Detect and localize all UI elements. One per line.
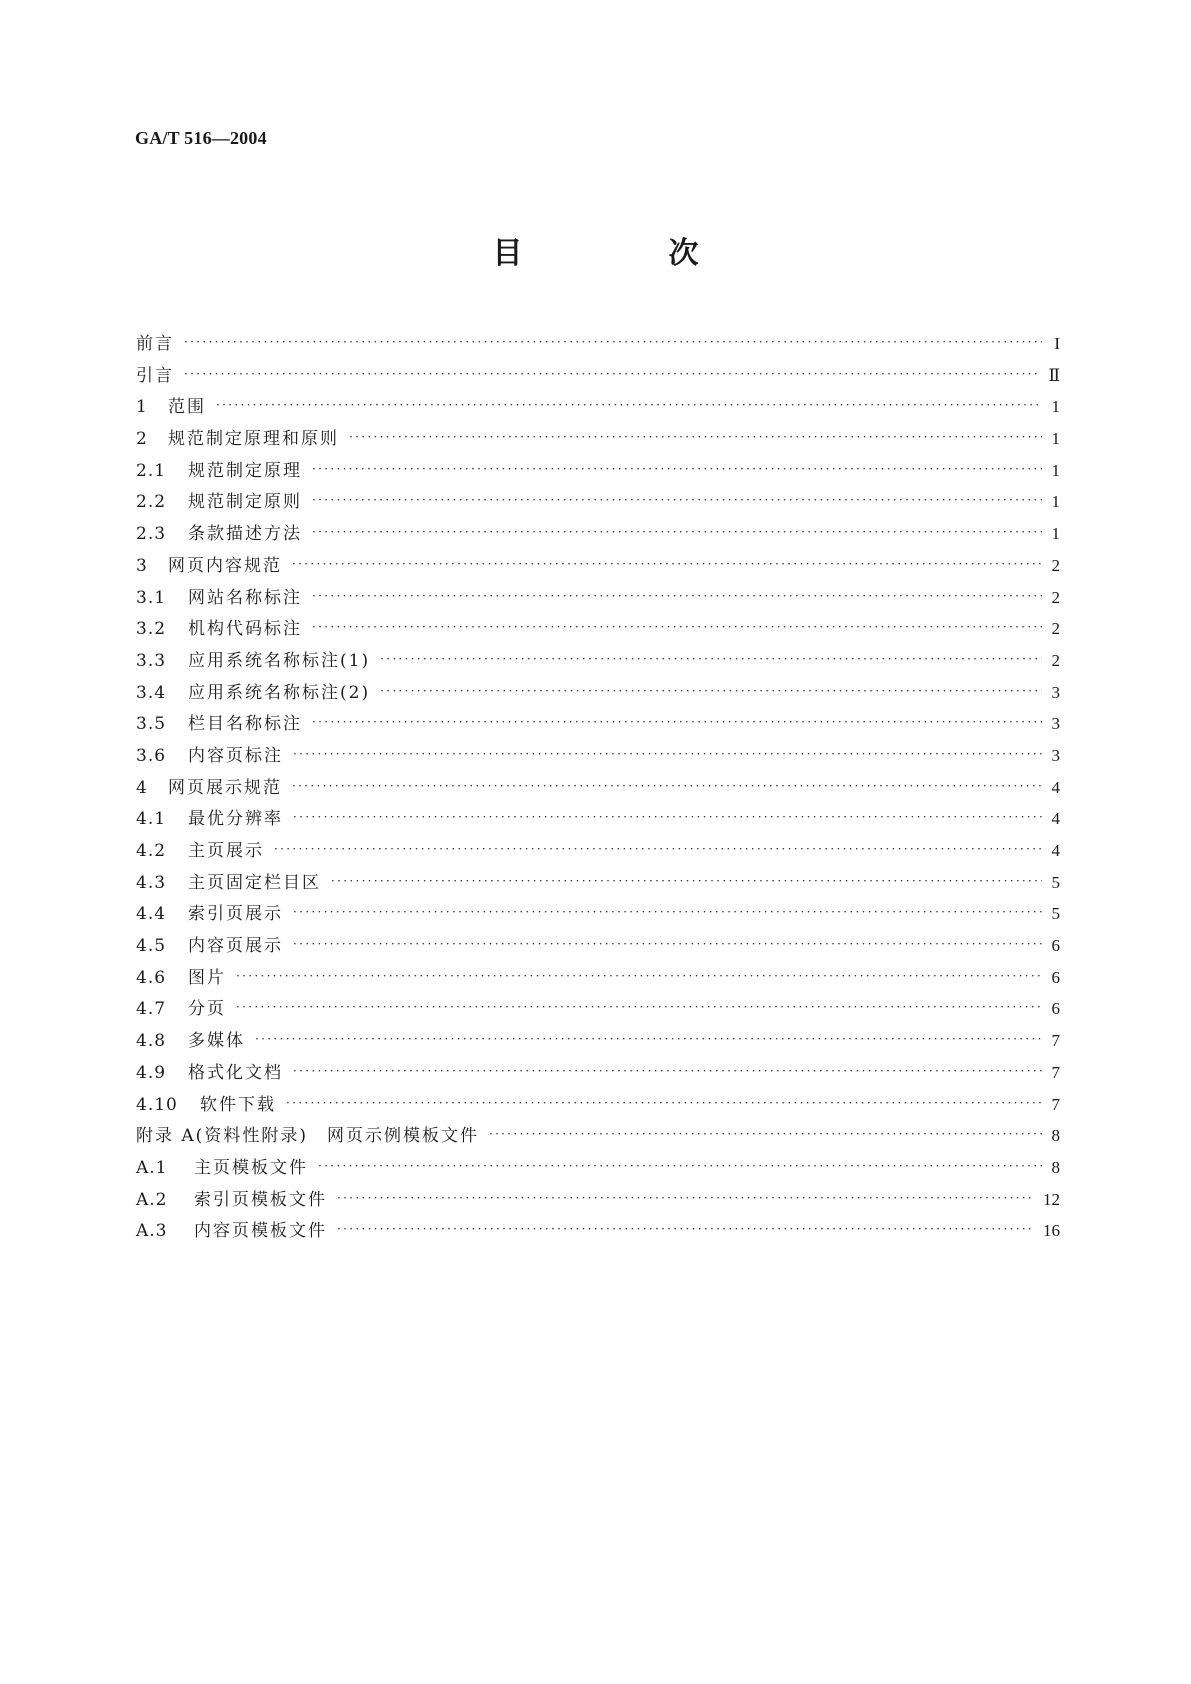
toc-entry[interactable] — [136, 836, 1060, 868]
toc-entry-page: 2 — [1051, 555, 1060, 575]
toc-entry-number: 4.9 — [136, 1062, 167, 1083]
toc-entry[interactable] — [136, 899, 1060, 931]
toc-dot-leader — [216, 398, 1042, 412]
toc-entry-page: 6 — [1051, 999, 1060, 1019]
toc-entry-page: 1 — [1051, 492, 1060, 512]
toc-entry-title: 主页展示 — [188, 841, 264, 861]
toc-entry-number: 2.2 — [136, 492, 167, 513]
toc-entry-page: 7 — [1051, 1094, 1060, 1114]
toc-entry-number: 2.1 — [136, 460, 167, 481]
toc-dot-leader — [293, 905, 1042, 919]
toc-entry-number: 4.1 — [136, 809, 167, 830]
toc-entry-number: 3.1 — [136, 587, 167, 608]
toc-entry[interactable] — [136, 1185, 1060, 1217]
toc-entry[interactable] — [136, 931, 1060, 963]
toc-entry[interactable] — [136, 1090, 1060, 1122]
toc-entry-page: 5 — [1051, 904, 1060, 924]
toc-dot-leader — [292, 557, 1042, 571]
toc-entry-page: 3 — [1051, 682, 1060, 702]
toc-entry-page: 7 — [1051, 1062, 1060, 1082]
toc-entry-page: 1 — [1051, 460, 1060, 480]
toc-entry-page: 2 — [1051, 587, 1060, 607]
toc-entry-title: 前言 — [136, 334, 174, 354]
toc-entry[interactable] — [136, 678, 1060, 710]
toc-entry-title: 内容页展示 — [188, 936, 283, 957]
toc-entry[interactable] — [136, 583, 1060, 615]
toc-entry[interactable] — [136, 646, 1060, 678]
toc-entry-number: 4.4 — [136, 904, 167, 925]
standard-code: GA/T 516—2004 — [135, 128, 267, 148]
toc-entry-page: 4 — [1051, 841, 1060, 860]
toc-entry[interactable] — [136, 868, 1060, 900]
toc-entry-title: 图片 — [188, 967, 226, 988]
toc-entry-page: 7 — [1051, 1031, 1060, 1051]
toc-entry-title: 应用系统名称标注(1) — [188, 650, 371, 671]
toc-entry-title: 规范制定原则 — [188, 492, 302, 513]
toc-entry-page: 16 — [1043, 1221, 1060, 1241]
toc-entry-page: 4 — [1051, 777, 1060, 797]
toc-entry-title: 分页 — [188, 999, 226, 1020]
toc-entry-number: 4.2 — [136, 841, 167, 861]
toc-entry-number: 2 — [136, 429, 148, 450]
toc-entry-title: 内容页标注 — [188, 745, 283, 766]
toc-entry-number: 3 — [136, 555, 148, 576]
toc-dot-leader — [255, 1032, 1042, 1046]
toc-entry-number: 3.3 — [136, 650, 167, 671]
toc-entry-title: 附录 A(资料性附录) 网页示例模板文件 — [136, 1126, 479, 1147]
toc-dot-leader — [236, 969, 1042, 983]
toc-entry-page: I — [1054, 334, 1060, 353]
toc-dot-leader — [318, 1159, 1042, 1173]
toc-dot-leader — [236, 1000, 1042, 1014]
toc-entry[interactable] — [136, 614, 1060, 646]
toc-entry[interactable] — [136, 773, 1060, 805]
toc-entry-number: 4.8 — [136, 1031, 167, 1052]
toc-dot-leader — [349, 430, 1042, 444]
toc-dot-leader — [331, 874, 1042, 888]
toc-entry-title: 条款描述方法 — [188, 524, 302, 545]
toc-dot-leader — [312, 620, 1042, 634]
toc-entry-number: 4.5 — [136, 936, 167, 957]
toc-entry-page: 8 — [1051, 1157, 1060, 1177]
toc-entry-title: 主页模板文件 — [194, 1157, 308, 1178]
toc-entry-number: 4 — [136, 777, 148, 798]
toc-entry[interactable] — [136, 1026, 1060, 1058]
toc-entry[interactable] — [136, 709, 1060, 741]
toc-dot-leader — [312, 525, 1042, 539]
toc-entry-page: 3 — [1051, 745, 1060, 765]
toc-entry-page: 2 — [1051, 619, 1060, 639]
toc-entry[interactable] — [136, 392, 1060, 424]
toc-dot-leader — [489, 1127, 1042, 1141]
toc-entry[interactable] — [136, 361, 1060, 393]
toc-dot-leader — [293, 810, 1042, 824]
toc-entry-title: 栏目名称标注 — [188, 714, 302, 735]
toc-entry[interactable] — [136, 1058, 1060, 1090]
toc-entry-number: 4.10 — [136, 1094, 178, 1115]
toc-dot-leader — [292, 779, 1042, 793]
toc-entry-page: 12 — [1043, 1189, 1060, 1209]
toc-entry-number: A.2 — [136, 1189, 168, 1210]
toc-entry-number: 4.6 — [136, 967, 167, 988]
toc-dot-leader — [337, 1191, 1035, 1205]
toc-entry-page: 8 — [1051, 1126, 1060, 1146]
toc-dot-leader — [184, 335, 1042, 349]
toc-entry-title: 索引页模板文件 — [194, 1189, 327, 1210]
toc-entry-title: 多媒体 — [188, 1031, 245, 1052]
toc-dot-leader — [380, 652, 1042, 666]
toc-entry-title: 应用系统名称标注(2) — [188, 682, 371, 703]
table-of-contents — [136, 329, 1060, 1248]
toc-entry[interactable] — [136, 741, 1060, 773]
toc-entry-number: 2.3 — [136, 524, 167, 545]
toc-entry-title: 规范制定原理和原则 — [168, 429, 339, 450]
toc-entry-number: A.1 — [136, 1157, 168, 1178]
toc-entry-page: 1 — [1051, 524, 1060, 544]
toc-entry-number: 3.2 — [136, 619, 167, 640]
toc-entry-title: 网页内容规范 — [168, 555, 282, 576]
toc-entry-page: 3 — [1051, 714, 1060, 734]
toc-entry-page: 2 — [1051, 650, 1060, 670]
toc-dot-leader — [293, 1064, 1042, 1078]
toc-entry-title: 索引页展示 — [188, 904, 283, 925]
toc-entry[interactable] — [136, 329, 1060, 361]
toc-entry-title: 主页固定栏目区 — [188, 872, 321, 893]
toc-entry-page: 6 — [1051, 936, 1060, 956]
toc-dot-leader — [274, 842, 1042, 856]
toc-dot-leader — [286, 1096, 1042, 1110]
toc-entry-title: 网站名称标注 — [188, 587, 302, 608]
toc-entry-title: 网页展示规范 — [168, 777, 282, 798]
toc-entry-number: 1 — [136, 397, 148, 418]
toc-entry-title: 最优分辨率 — [188, 809, 283, 830]
toc-entry-page: 5 — [1051, 872, 1060, 892]
toc-dot-leader — [293, 937, 1042, 951]
toc-entry[interactable] — [136, 551, 1060, 583]
toc-entry-number: 3.5 — [136, 714, 167, 735]
toc-entry-title: 格式化文档 — [188, 1062, 283, 1083]
toc-entry-title: 机构代码标注 — [188, 619, 302, 640]
toc-dot-leader — [312, 715, 1042, 729]
toc-entry-page: 1 — [1051, 429, 1060, 449]
toc-entry-title: 规范制定原理 — [188, 460, 302, 481]
toc-entry-number: 4.3 — [136, 872, 167, 893]
toc-dot-leader — [312, 589, 1042, 603]
toc-dot-leader — [312, 493, 1042, 507]
toc-entry-number: A.3 — [136, 1221, 168, 1242]
toc-entry-number: 3.4 — [136, 682, 167, 703]
toc-entry[interactable] — [136, 1153, 1060, 1185]
toc-entry-page: 4 — [1051, 809, 1060, 829]
toc-dot-leader — [293, 747, 1042, 761]
toc-entry[interactable] — [136, 487, 1060, 519]
toc-entry[interactable] — [136, 1121, 1060, 1153]
toc-entry[interactable] — [136, 804, 1060, 836]
toc-entry[interactable] — [136, 1216, 1060, 1248]
toc-entry-title: 引言 — [136, 365, 174, 386]
toc-entry-number: 4.7 — [136, 999, 167, 1020]
toc-title: 目 次 — [492, 236, 757, 271]
toc-entry[interactable] — [136, 994, 1060, 1026]
toc-entry-number: 3.6 — [136, 745, 167, 766]
toc-entry-title: 范围 — [168, 397, 206, 418]
toc-entry[interactable] — [136, 519, 1060, 551]
toc-entry[interactable] — [136, 424, 1060, 456]
toc-entry[interactable] — [136, 456, 1060, 488]
toc-entry-page: 6 — [1051, 967, 1060, 987]
toc-dot-leader — [184, 367, 1040, 381]
toc-dot-leader — [380, 684, 1042, 698]
toc-dot-leader — [337, 1222, 1035, 1236]
toc-entry-page: Ⅱ — [1048, 365, 1060, 385]
toc-dot-leader — [312, 462, 1042, 476]
toc-entry-title: 内容页模板文件 — [194, 1221, 327, 1242]
toc-entry-title: 软件下载 — [200, 1094, 276, 1115]
toc-entry-page: 1 — [1051, 397, 1060, 417]
toc-entry[interactable] — [136, 963, 1060, 995]
